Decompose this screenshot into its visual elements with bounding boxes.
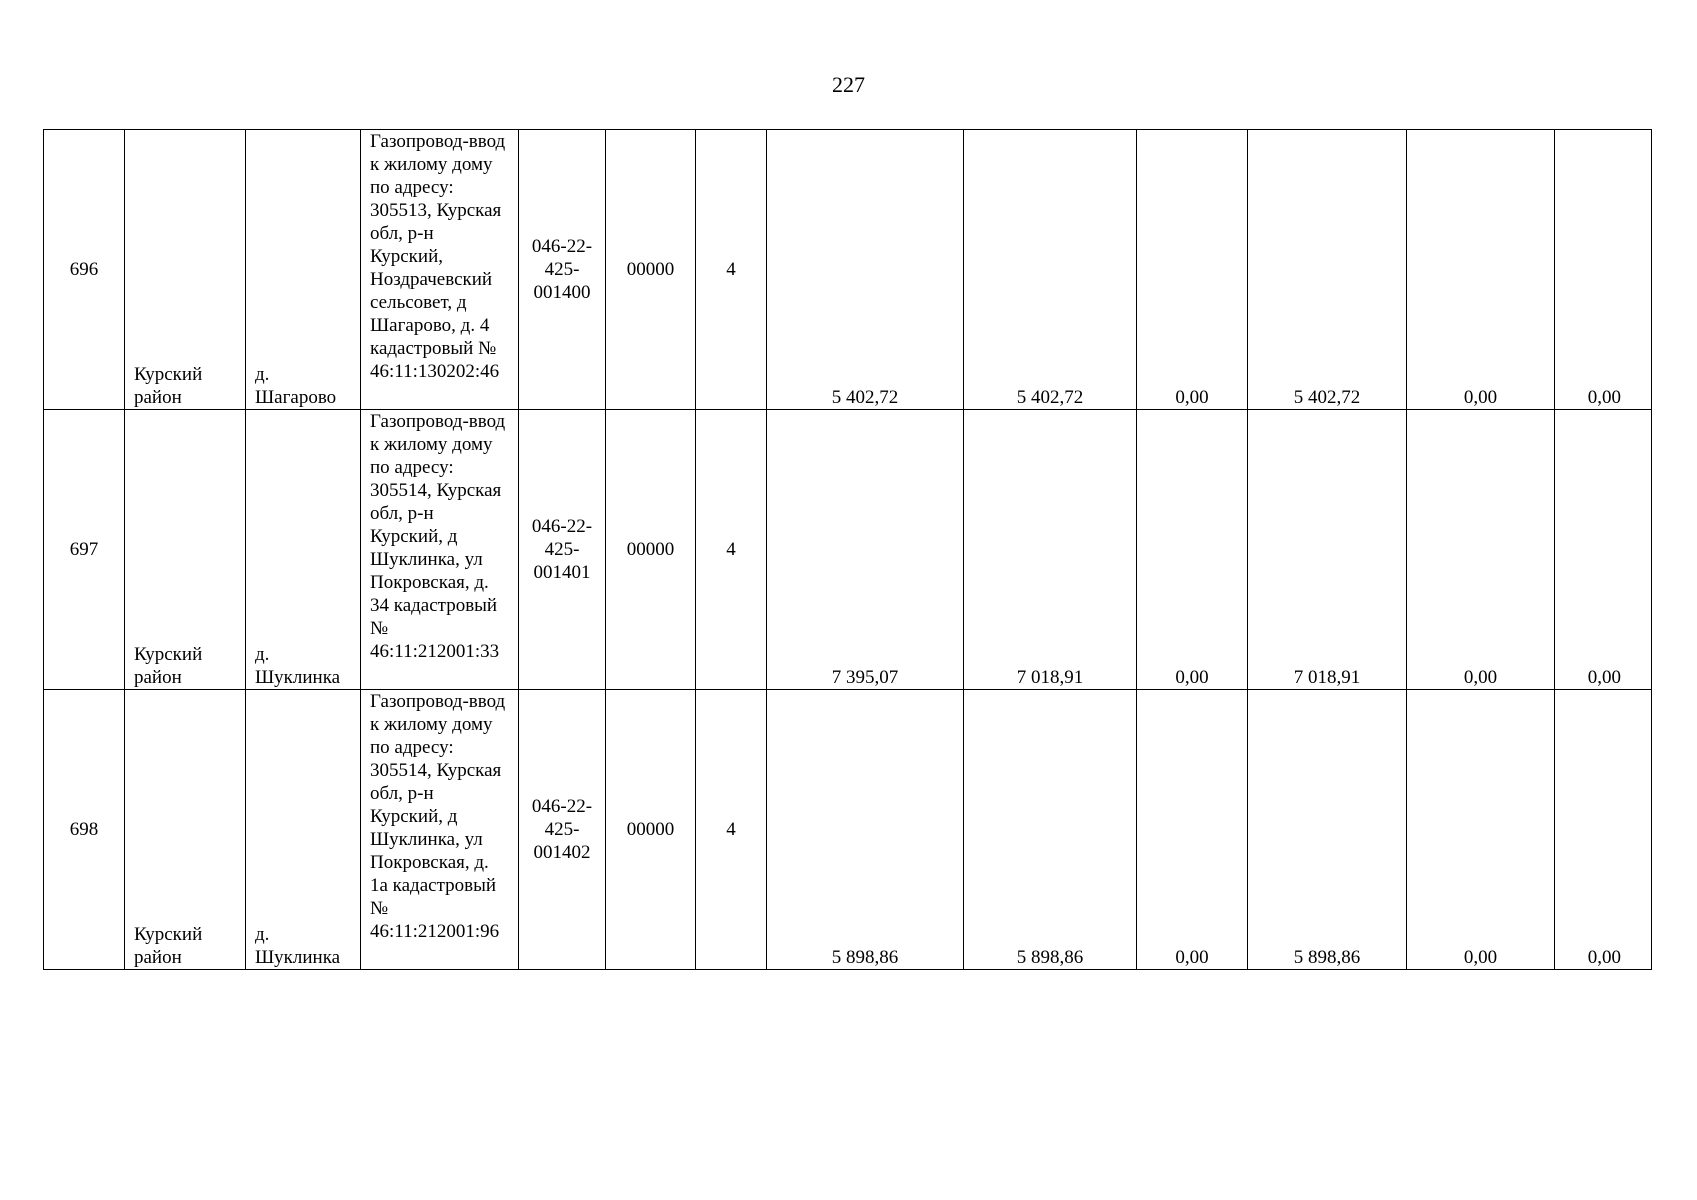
sub-code-cell: 00000 [606,130,696,410]
district-cell: Курский район [125,690,246,970]
row-number: 697 [44,410,125,690]
row-number: 698 [44,690,125,970]
description-cell: Газопровод-ввод к жилому дому по адресу: 305514, Курская обл, р-н Курский, д Шуклинка, ул Покровская, д. 34 кадастровый № 46:11:212001:33 [361,410,519,690]
category-cell: 4 [696,410,767,690]
value-cell: 5 898,86 [964,690,1137,970]
sub-code-cell: 00000 [606,410,696,690]
settlement-cell: д. Шуклинка [246,410,361,690]
district-cell: Курский район [125,410,246,690]
registry-code-cell: 046-22-425-001400 [519,130,606,410]
value-cell: 5 898,86 [1248,690,1407,970]
value-cell: 7 018,91 [1248,410,1407,690]
value-cell: 0,00 [1555,410,1652,690]
value-cell: 0,00 [1555,130,1652,410]
value-cell: 0,00 [1555,690,1652,970]
table-row [44,690,1652,970]
page-number: 227 [832,72,865,97]
description-cell: Газопровод-ввод к жилому дому по адресу: 305513, Курская обл, р-н Курский, Ноздрачевский сельсовет, д Шагарово, д. 4 кадастровый № 46:11:130202:46 [361,130,519,410]
registry-code-cell: 046-22-425-001401 [519,410,606,690]
value-cell: 5 402,72 [767,130,964,410]
sub-code-cell: 00000 [606,690,696,970]
value-cell: 5 898,86 [767,690,964,970]
row-number: 696 [44,130,125,410]
value-cell: 7 018,91 [964,410,1137,690]
settlement-cell: д. Шуклинка [246,690,361,970]
value-cell: 5 402,72 [964,130,1137,410]
district-cell: Курский район [125,130,246,410]
value-cell: 0,00 [1407,130,1555,410]
table-row [44,130,1652,410]
value-cell: 0,00 [1137,410,1248,690]
value-cell: 0,00 [1137,130,1248,410]
table-row [44,410,1652,690]
registry-table [43,129,1652,970]
value-cell: 0,00 [1137,690,1248,970]
value-cell: 5 402,72 [1248,130,1407,410]
registry-code-cell: 046-22-425-001402 [519,690,606,970]
value-cell: 7 395,07 [767,410,964,690]
settlement-cell: д. Шагарово [246,130,361,410]
value-cell: 0,00 [1407,410,1555,690]
value-cell: 0,00 [1407,690,1555,970]
category-cell: 4 [696,130,767,410]
category-cell: 4 [696,690,767,970]
description-cell: Газопровод-ввод к жилому дому по адресу: 305514, Курская обл, р-н Курский, д Шуклинка, ул Покровская, д. 1а кадастровый № 46:11:212001:96 [361,690,519,970]
